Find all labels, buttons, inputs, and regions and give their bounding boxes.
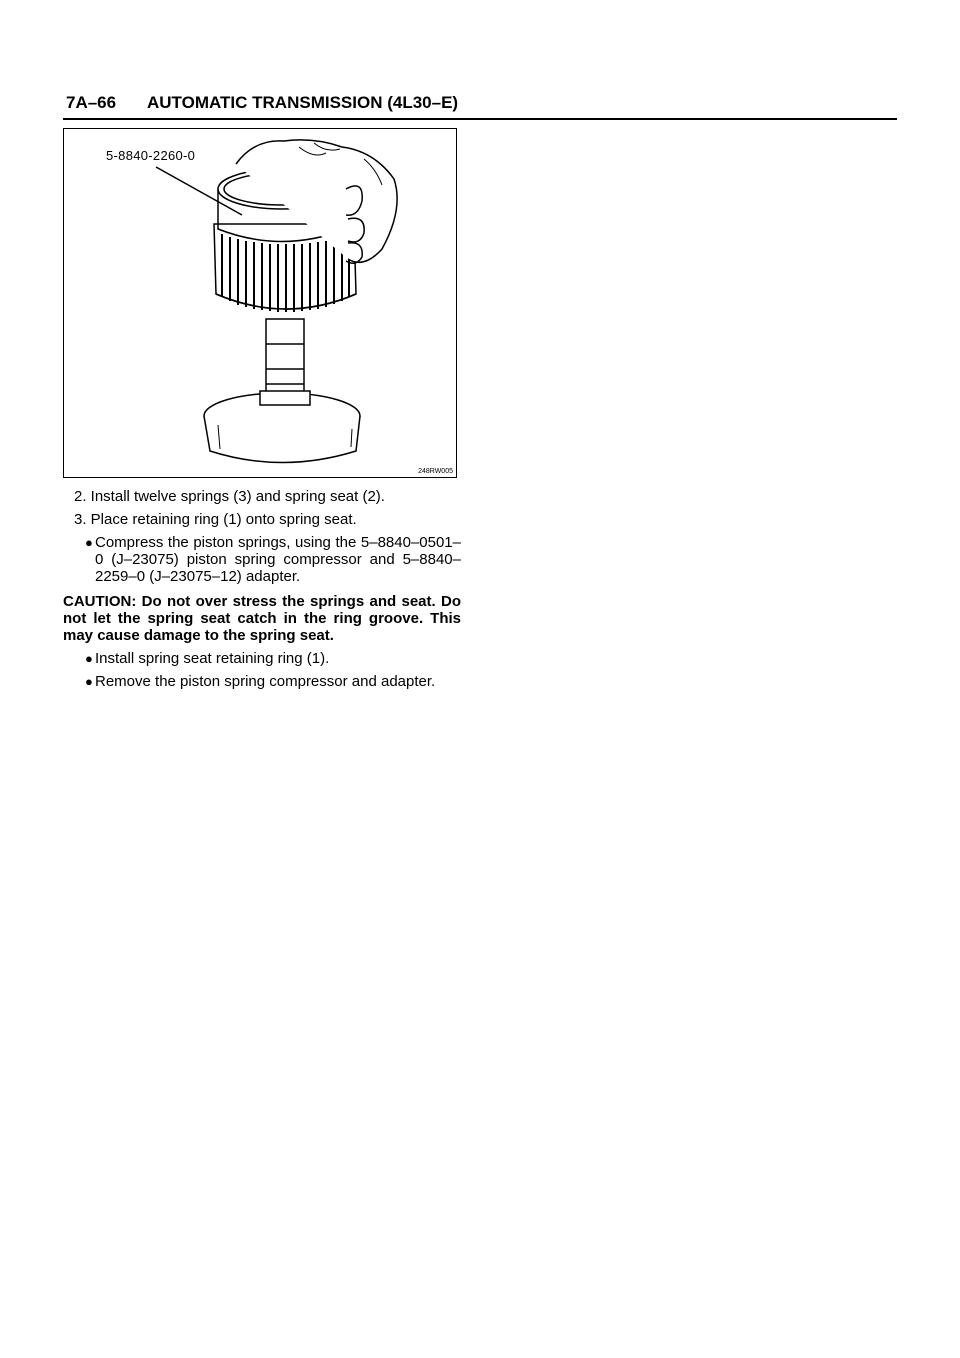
bullet-text-compress: Compress the piston springs, using the 5–8840–0501–0 (J–23075) piston spring compressor and 5–8840–2259–0 (J–23075–12) adapter. — [95, 534, 461, 585]
bullet-text-install: Install spring seat retaining ring (1). — [95, 650, 330, 667]
bullet-icon: ● — [85, 674, 93, 689]
bullet-item — [85, 673, 461, 690]
page-number: 7A–66 — [66, 93, 117, 112]
bullet-text-remove: Remove the piston spring compressor and adapter. — [95, 673, 436, 690]
step-2: 2. Install twelve springs (3) and spring seat (2). — [74, 488, 385, 505]
bullet-icon: ● — [85, 651, 93, 666]
procedure-text — [63, 488, 461, 696]
caution-note: CAUTION: Do not over stress the springs and seat. Do not let the spring seat catch in the ring groove. This may cause damage to the spring seat. — [63, 593, 461, 644]
bullet-item — [85, 534, 461, 585]
illustration-figure — [63, 128, 457, 478]
figure-code: 248RW005 — [418, 468, 453, 475]
page-header — [63, 90, 897, 120]
step-3: 3. Place retaining ring (1) onto spring seat. — [74, 511, 357, 528]
bullet-item — [85, 650, 461, 667]
piston-spring-compressor-illustration — [64, 129, 456, 477]
page-title: AUTOMATIC TRANSMISSION (4L30–E) — [147, 93, 459, 112]
tool-number-label: 5-8840-2260-0 — [106, 148, 196, 163]
bullet-icon: ● — [85, 535, 93, 550]
